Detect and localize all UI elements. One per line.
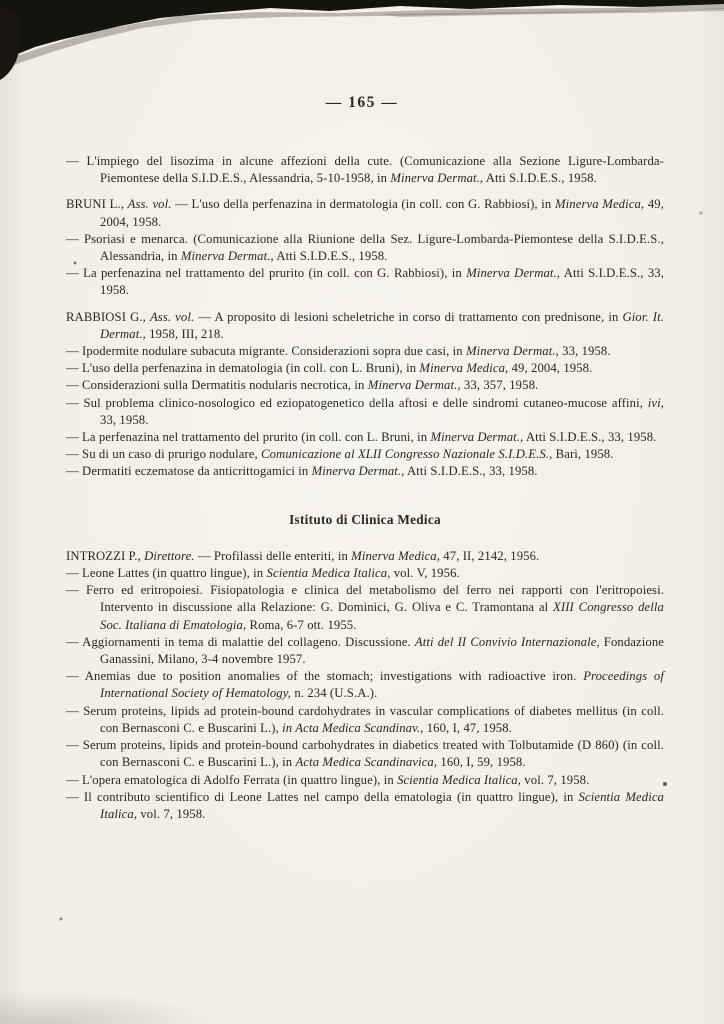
entry-text-segment: — Dermatiti eczematose da anticrittogamici in [66, 464, 312, 479]
bibliography-entry [66, 789, 664, 823]
entry-text-segment: Fondazione Ganassini, Milano, 3-4 novembre 1957. [100, 634, 665, 667]
entry-text-segment: 49, 2004, 1958. [508, 361, 593, 376]
entry-text-segment: — Il contributo scientifico di Leone Lattes nel campo della ematologia (in quattro lingue), in [66, 789, 579, 804]
bibliography-entry [66, 343, 664, 360]
entry-group [66, 196, 664, 299]
bibliography-entry [66, 634, 664, 668]
scan-bottom-smudge [0, 990, 220, 1024]
entry-italic-segment: Gior. It. Dermat., [100, 309, 664, 341]
entry-text-segment: 49, 2004, 1958. [100, 197, 664, 229]
entry-text-segment: — Su di un caso di prurigo nodulare, [66, 447, 262, 462]
entry-italic-segment: Scientia Medica Italica, [266, 566, 391, 581]
entry-text-segment: — L'uso della perfenazina in dematologia (in coll. con L. Bruni), in [66, 361, 420, 376]
entry-italic-segment: Minerva Dermat., [311, 464, 405, 479]
entry-text-segment: — Aggiornamenti in tema di malattie del collageno. Discussione. [66, 634, 415, 649]
entry-text-segment: 33, 357, 1958. [460, 378, 539, 393]
scan-streak-right [380, 8, 724, 17]
entry-text-segment: vol. 7, 1958. [137, 806, 206, 821]
entry-text-segment: n. 234 (U.S.A.). [291, 686, 378, 701]
entry-text-segment: Atti S.I.D.E.S., 33, 1958. [404, 464, 538, 479]
scan-black-band [0, 0, 724, 60]
entry-italic-segment: Minerva Dermat., [367, 378, 461, 393]
entry-group [66, 153, 664, 187]
bibliography-entry [66, 231, 664, 265]
entry-group [66, 548, 664, 823]
entry-text-segment: RABBIOSI G., [66, 309, 150, 324]
scan-left-blob [0, 8, 21, 80]
entry-text-segment: Atti S.I.D.E.S., 1958. [483, 171, 597, 186]
entry-text-segment: — Serum proteins, lipids ad protein-bound cardohydrates in vascular complications of diabetes mellitus (in coll. con Bernasconi C. e Buscarini L.), [66, 703, 664, 735]
page-number: — 165 — [325, 94, 399, 111]
entry-italic-segment: Minerva Medica, [419, 361, 509, 376]
entry-italic-segment: Minerva Dermat., [390, 171, 484, 186]
entry-italic-segment: Ass. vol. [149, 309, 195, 324]
scan-specks [0, 0, 2, 2]
entry-text-segment: Atti S.I.D.E.S., 1958. [273, 249, 388, 264]
entry-text-segment: vol. 7, 1958. [521, 772, 590, 787]
section-heading: Istituto di Clinica Medica [289, 511, 441, 527]
entry-text-segment: Roma, 6-7 ott. 1955. [246, 617, 357, 632]
entry-text-segment: vol. V, 1956. [390, 566, 460, 581]
bibliography-entry [66, 703, 664, 737]
entry-text-segment: — L'opera ematologica di Adolfo Ferrata (in quattro lingue), in [66, 772, 398, 787]
entry-text-segment: — Ferro ed eritropoiesi. Fisiopatologia e clinica del metabolismo del ferro nei rapporti con l'eritropoiesi. Intervento in discussione alla Relazione: G. Dominici, G. Oliva e C. Tramontana al [66, 583, 664, 615]
bibliography-entry [66, 265, 664, 299]
bibliography-entry [66, 377, 664, 394]
entry-italic-segment: ivi, [647, 395, 664, 410]
scan-gray-streak [0, 4, 724, 70]
entry-italic-segment: in Acta Medica Scandinav., [282, 720, 424, 735]
entry-text-segment: — Serum proteins, lipids and protein-bound carbohydrates in diabetics treated with Tolbutamide (D 860) (in coll. con Bernasconi C. e Buscarini L.), in [66, 738, 664, 770]
entry-italic-segment: Minerva Dermat., [180, 249, 274, 264]
entry-italic-segment: Minerva Dermat., [466, 266, 561, 281]
entry-text-segment: — Sul problema clinico-nosologico ed eziopatogenetico della aftosi e delle sindromi cutaneo-mucose affini, [66, 395, 648, 410]
bibliography-entry [66, 360, 664, 377]
entry-italic-segment: Scientia Medica Italica, [100, 789, 664, 821]
entry-italic-segment: XIII Congresso della Soc. Italiana di Ematologia, [100, 600, 664, 632]
entry-italic-segment: Comunicazione al XLII Congresso Nazionale S.I.D.E.S., [261, 447, 553, 462]
entry-text-segment: — Leone Lattes (in quattro lingue), in [66, 566, 267, 581]
bibliography-entry [66, 309, 664, 343]
bibliography-entry [66, 463, 664, 480]
scan-artifact-top-edge [0, 0, 724, 92]
entry-text-segment: 33, 1958. [100, 412, 149, 427]
entry-italic-segment: Scientia Medica Italica, [397, 772, 522, 787]
entry-italic-segment: Direttore. [144, 548, 195, 563]
entry-text-segment: BRUNI L., [66, 197, 128, 212]
bibliography-entry [66, 772, 664, 789]
bibliography-entry [66, 395, 664, 429]
bibliography [66, 153, 664, 823]
entry-text-segment: — La perfenazina nel trattamento del prurito (in coll. con G. Rabbiosi), in [66, 266, 467, 281]
entry-text-segment: 33, 1958. [558, 344, 611, 359]
entry-text-segment: — L'impiego del lisozima in alcune affezioni della cute. (Comunicazione alla Sezione Ligure-Lombarda-Piemontese della S.I.D.E.S., Alessandria, 5-10-1958, in [66, 154, 664, 186]
entry-italic-segment: Minerva Medica, [351, 548, 441, 563]
bibliography-entry [66, 668, 664, 702]
entry-text-segment: — L'uso della perfenazina in dermatologia (in coll. con G. Rabbiosi), in [171, 197, 555, 212]
entry-text-segment: 47, II, 2142, 1956. [440, 548, 540, 563]
entry-italic-segment: Minerva Medica, [554, 197, 645, 212]
entry-group [66, 309, 664, 481]
entry-text-segment: — Anemias due to position anomalies of the stomach; investigations with radioactive iron. [66, 669, 584, 684]
entry-text-segment: Atti S.I.D.E.S., 33, 1958. [100, 266, 664, 298]
entry-text-segment: — A proposito di lesioni scheletriche in corso di trattamento con prednisone, in [194, 309, 623, 324]
entry-text-segment: — Ipodermite nodulare subacuta migrante. Considerazioni sopra due casi, in [66, 344, 466, 359]
entry-italic-segment: Proceedings of International Society of Hematology, [100, 669, 664, 701]
entry-italic-segment: Minerva Dermat., [466, 344, 559, 359]
entry-italic-segment: Minerva Dermat., [430, 430, 524, 445]
entry-text-segment: — Considerazioni sulla Dermatitis nodularis necrotica, in [66, 378, 368, 393]
bibliography-entry [66, 446, 664, 463]
bibliography-entry [66, 582, 664, 634]
bibliography-entry [66, 737, 664, 771]
entry-italic-segment: Ass. vol. [127, 197, 172, 212]
entry-text-segment: — Psoriasi e menarca. (Comunicazione alla Riunione della Sez. Ligure-Lombarda-Piemontese della S.I.D.E.S., Alessandria, in [66, 231, 664, 264]
entry-text-segment: — Profilassi delle enteriti, in [194, 548, 352, 563]
entry-text-segment: 160, I, 59, 1958. [437, 755, 526, 770]
bibliography-entry [66, 153, 664, 187]
entry-text-segment: INTROZZI P., [66, 548, 145, 563]
entry-italic-segment: Acta Medica Scandinavica, [295, 755, 438, 770]
bibliography-entry [66, 429, 664, 446]
bibliography-entry [66, 196, 664, 230]
entry-text-segment: Atti S.I.D.E.S., 33, 1958. [523, 430, 657, 445]
entry-text-segment: 160, I, 47, 1958. [423, 720, 512, 735]
entry-text-segment: Bari, 1958. [552, 447, 614, 462]
entry-italic-segment: Atti del II Convivio Internazionale, [414, 634, 600, 649]
entry-text-segment: 1958, III, 218. [145, 326, 224, 341]
bibliography-entry [66, 565, 664, 582]
entry-text-segment: — La perfenazina nel trattamento del prurito (in coll. con L. Bruni, in [66, 430, 431, 445]
bibliography-entry [66, 548, 664, 565]
